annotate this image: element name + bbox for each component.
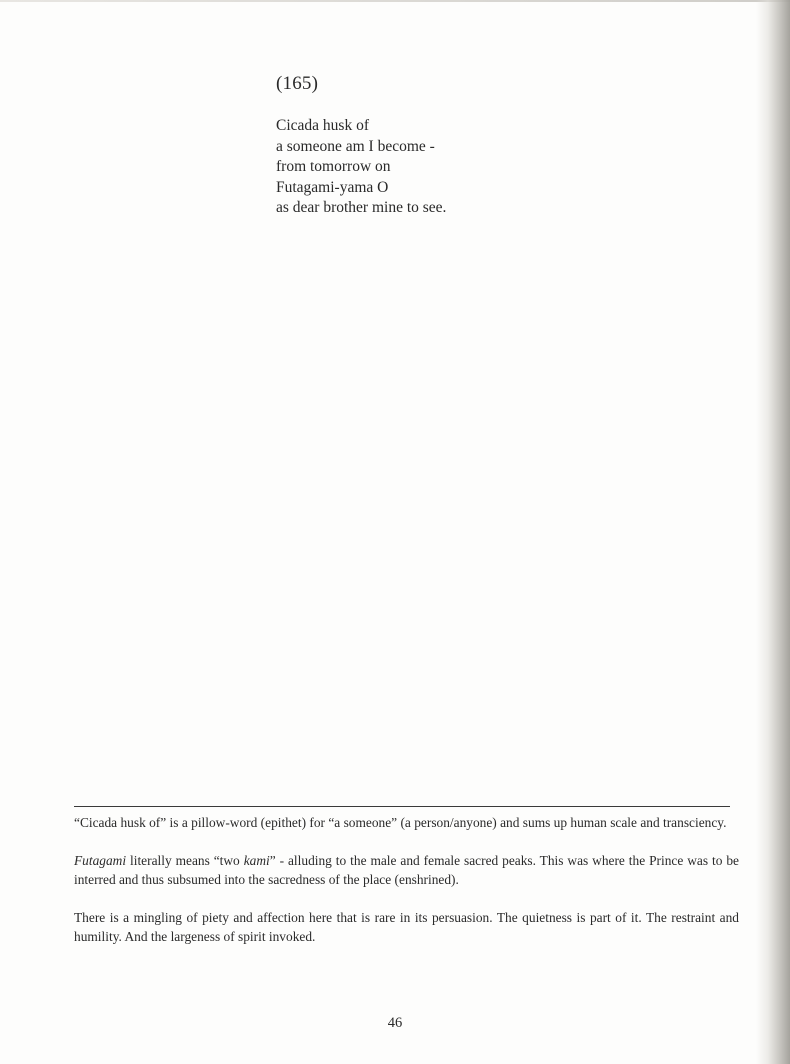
note-piety: There is a mingling of piety and affection here that is rare in its persuasion. The quietness is part of it. The restraint and humility. And the largeness of spirit invoked.	[74, 909, 739, 944]
footnote-divider	[74, 806, 730, 807]
note-text: literally means “two	[126, 852, 244, 868]
page-top-edge	[0, 0, 790, 2]
binding-shadow	[756, 0, 790, 1064]
poem-line: Futagami-yama O	[276, 178, 389, 196]
note-pillow-word: “Cicada husk of” is a pillow-word (epithet) for “a someone” (a person/anyone) and sums up human scale and transciency.	[74, 815, 727, 830]
poem-line: Cicada husk of	[276, 117, 369, 134]
poem-line: a someone am I become -	[276, 137, 435, 155]
poem-block	[276, 72, 536, 219]
note-futagami	[74, 851, 739, 890]
poem-line: from tomorrow on	[276, 158, 391, 175]
note-term-kami: kami	[243, 852, 270, 868]
poem-line: as dear brother mine to see.	[276, 199, 447, 216]
page-number: 46	[387, 1015, 403, 1031]
note-text: ” - alluding to the male and female sacred peaks. This was where the Prince was to be interred and thus subsumed into the sacredness of the place (enshrined).	[74, 852, 739, 887]
poem-number: (165)	[276, 73, 319, 94]
note-term-futagami: Futagami	[74, 852, 127, 868]
commentary-notes	[74, 813, 739, 965]
